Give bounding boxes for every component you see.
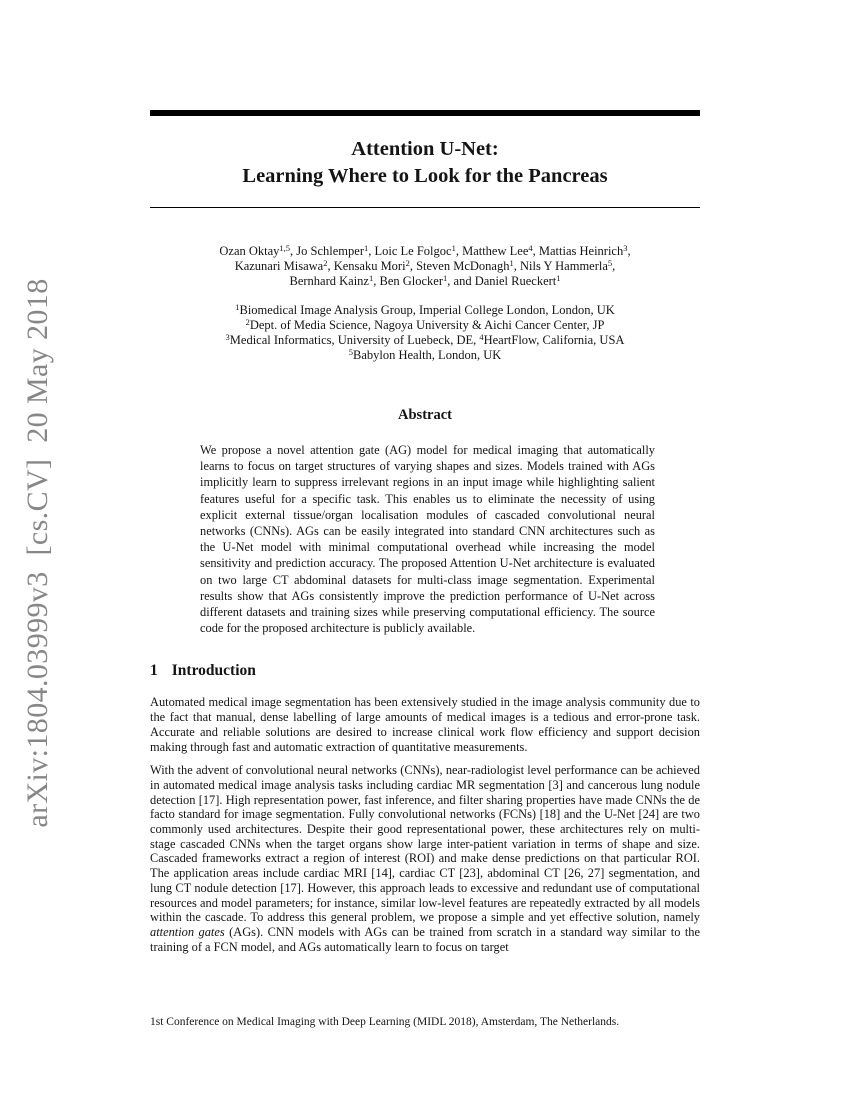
affiliation-line: $^1$Biomedical Image Analysis Group, Imperial College London, London, UK xyxy=(235,302,615,317)
section-title: Introduction xyxy=(171,662,256,680)
arxiv-watermark: arXiv:1804.03999v3 [cs.CV] 20 May 2018 xyxy=(21,278,54,828)
intro-paragraph-2: With the advent of convolutional neural networks (CNNs), near-radiologist level performance can be achieved in automated medical image analysis tasks including cardiac MR segmentation [3] and cancerous lung nodule detection [17]. High representation power, fast inference, and filter sharing properties have made CNNs the de facto standard for image segmentation. Fully convolutional networks (FCNs) [18] and the U-Net [24] are two commonly used architectures. Despite their good representational power, these architectures rely on multi-stage cascaded CNNs when the target organs show large inter-patient variation in terms of shape and size. Cascaded frameworks extract a region of interest (ROI) and make dense predictions on that particular ROI. The application areas include cardiac MRI [14], cardiac CT [23], abdominal CT [26, 27] segmentation, and lung CT nodule detection [17]. However, this approach leads to excessive and redundant use of computational resources and model parameters; for instance, similar low-level features are repeatedly extracted by all models within the cascade. To address this general problem, we propose a simple and yet effective solution, namely attention gates (AGs). CNN models with AGs can be trained from scratch in a standard way similar to the training of a FCN model, and AGs automatically learn to focus on target xyxy=(150,763,700,954)
paper-title-line-1: Attention U-Net: xyxy=(351,138,499,160)
section-heading-introduction xyxy=(150,662,700,680)
abstract-text: We propose a novel attention gate (AG) model for medical imaging that automatically learns to focus on target structures of varying shapes and sizes. Models trained with AGs implicitly learn to suppress irrelevant regions in an input image while highlighting salient features useful for a specific task. This enables us to eliminate the necessity of using explicit external tissue/organ localisation modules of cascaded convolutional neural networks (CNNs). AGs can be easily integrated into standard CNN architectures such as the U-Net model with minimal computational overhead while increasing the model sensitivity and prediction accuracy. The proposed Attention U-Net architecture is evaluated on two large CT abdominal datasets for multi-class image segmentation. Experimental results show that AGs consistently improve the prediction performance of U-Net across different datasets and training sizes while preserving computational efficiency. The source code for the proposed architecture is publicly available. xyxy=(200,443,655,636)
author-line: Ozan Oktay$^{1,5}$, Jo Schlemper$^1$, Loic Le Folgoc$^1$, Matthew Lee$^4$, Mattias Heinrich$^3$, xyxy=(219,243,631,258)
affiliation-line: $^3$Medical Informatics, University of Luebeck, DE, $^4$HeartFlow, California, USA xyxy=(225,332,625,347)
author-line: Kazunari Misawa$^2$, Kensaku Mori$^2$, Steven McDonagh$^1$, Nils Y Hammerla$^5$, xyxy=(234,258,616,273)
title-rule-thin xyxy=(150,207,700,208)
paper-title xyxy=(150,136,700,190)
intro-paragraph-1: Automated medical image segmentation has been extensively studied in the image analysis community due to the fact that manual, dense labelling of large amounts of medical images is a tedious and error-prone task. Accurate and reliable solutions are desired to increase clinical work flow efficiency and support decision making through fast and automatic extraction of quantitative measurements. xyxy=(150,695,700,754)
paper-content-column xyxy=(150,0,700,954)
conference-footnote: 1st Conference on Medical Imaging with Deep Learning (MIDL 2018), Amsterdam, The Netherlands. xyxy=(150,1016,620,1028)
affiliation-line: $^5$Babylon Health, London, UK xyxy=(348,347,502,362)
affiliation-line: $^2$Dept. of Media Science, Nagoya University & Aichi Cancer Center, JP xyxy=(245,317,605,332)
author-line: Bernhard Kainz$^1$, Ben Glocker$^1$, and Daniel Rueckert$^1$ xyxy=(289,273,561,288)
abstract-heading: Abstract xyxy=(398,407,452,423)
paper-title-line-2: Learning Where to Look for the Pancreas xyxy=(242,165,608,187)
section-number: 1 xyxy=(150,662,158,680)
top-rule-thick xyxy=(150,110,700,116)
affiliation-block xyxy=(150,303,700,363)
author-block xyxy=(150,244,700,289)
